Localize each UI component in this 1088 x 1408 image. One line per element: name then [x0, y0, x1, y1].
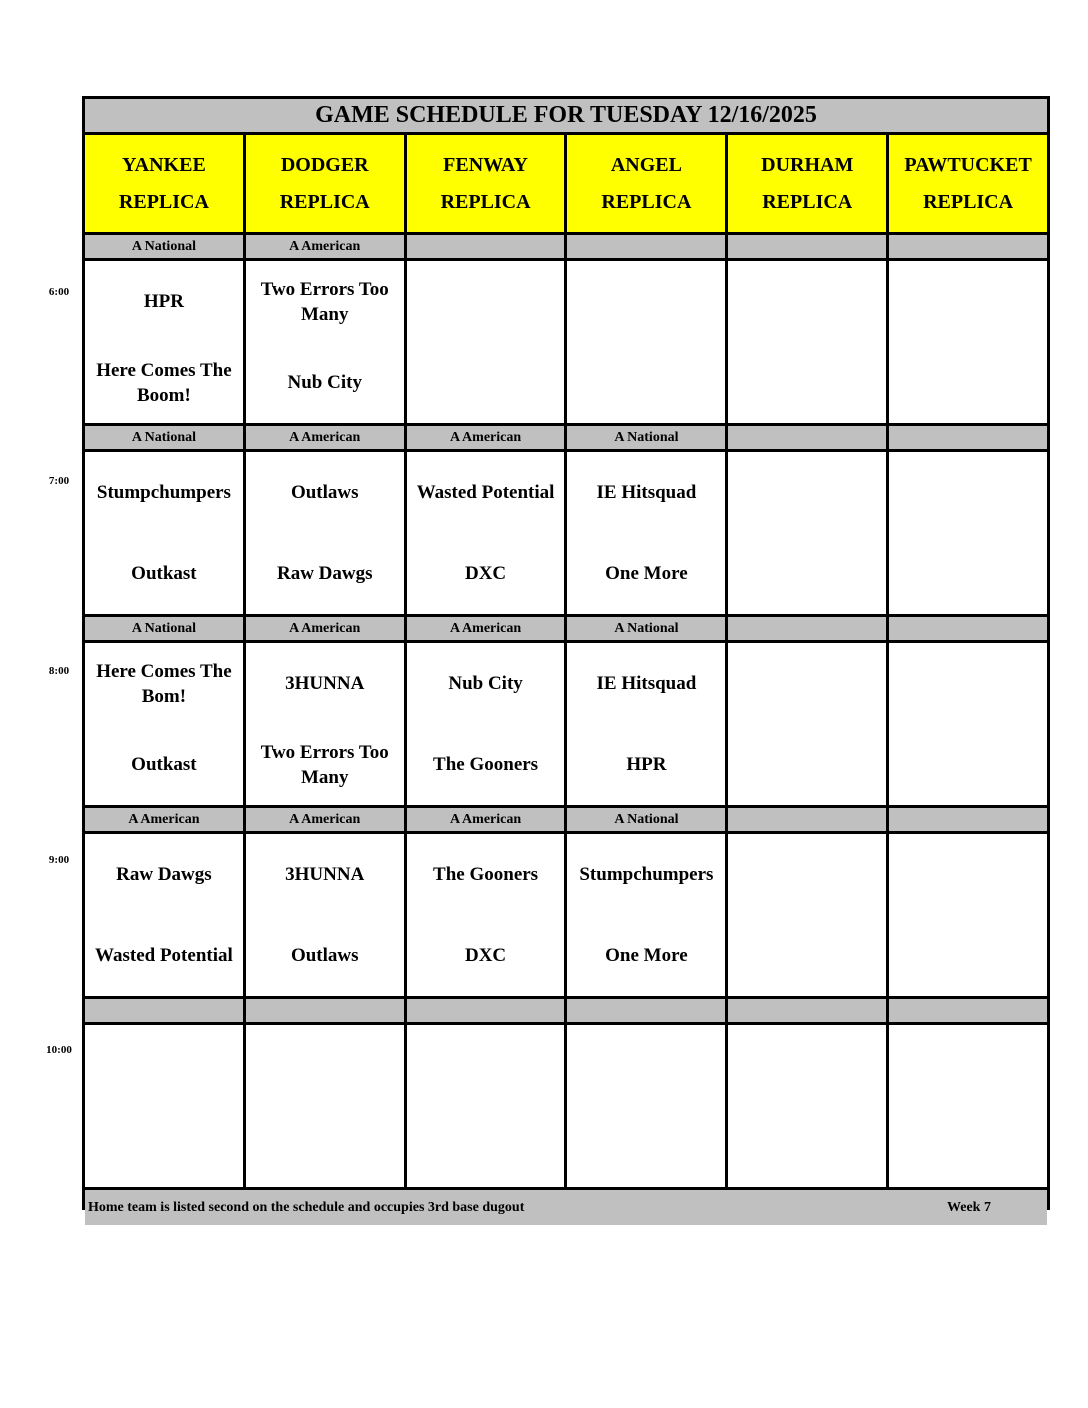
- away-team: IE Hitsquad: [596, 673, 697, 694]
- division-label: A National: [567, 808, 725, 831]
- home-team: Raw Dawgs: [276, 563, 373, 584]
- division-label: [728, 617, 886, 640]
- game-cell: [889, 643, 1047, 805]
- field-type: REPLICA: [118, 190, 209, 213]
- game-cell: [85, 261, 243, 423]
- field-header-durham: [728, 135, 886, 232]
- division-label: [889, 808, 1047, 831]
- field-header-dodger: [246, 135, 404, 232]
- division-label: A American: [407, 808, 565, 831]
- game-cell: [567, 643, 725, 805]
- game-cell: [85, 834, 243, 996]
- home-team: Outlaws: [290, 945, 359, 966]
- game-cell: [407, 452, 565, 614]
- division-label: A National: [85, 426, 243, 449]
- game-cell: [85, 1025, 243, 1187]
- division-label: [567, 235, 725, 258]
- time-label: 6:00: [48, 286, 70, 298]
- game-cell: [246, 452, 404, 614]
- game-cell: [889, 261, 1047, 423]
- home-team: HPR: [626, 754, 667, 775]
- field-name: ANGEL: [610, 153, 682, 176]
- game-cell: [567, 834, 725, 996]
- division-label: A American: [246, 235, 404, 258]
- game-cell: [246, 834, 404, 996]
- division-label: [407, 235, 565, 258]
- division-label: [889, 617, 1047, 640]
- division-label: [728, 426, 886, 449]
- away-team: Stumpchumpers: [579, 864, 714, 885]
- game-cell: [889, 1025, 1047, 1187]
- game-cell: [728, 834, 886, 996]
- field-name: YANKEE: [122, 153, 206, 176]
- schedule-table: [82, 96, 1050, 1215]
- field-type: REPLICA: [279, 190, 370, 213]
- away-team: Outlaws: [290, 482, 359, 503]
- away-team: The Gooners: [433, 864, 539, 885]
- game-cell: [728, 261, 886, 423]
- away-team: Raw Dawgs: [116, 864, 212, 885]
- game-cell: [407, 1025, 565, 1187]
- home-team: One More: [605, 945, 688, 966]
- division-label: A American: [407, 426, 565, 449]
- game-cell: [246, 1025, 404, 1187]
- field-name: DODGER: [280, 153, 369, 176]
- game-cell: [407, 643, 565, 805]
- division-label: A American: [85, 808, 243, 831]
- field-header-pawtucket: [889, 135, 1047, 232]
- game-cell: [246, 643, 404, 805]
- home-team: DXC: [464, 945, 507, 966]
- game-cell: [889, 834, 1047, 996]
- field-header-fenway: [407, 135, 565, 232]
- home-team: Nub City: [287, 372, 362, 393]
- time-label: 9:00: [48, 854, 70, 866]
- time-label: 7:00: [48, 475, 70, 487]
- field-name: FENWAY: [443, 153, 528, 176]
- game-cell: [728, 1025, 886, 1187]
- game-cell: [85, 452, 243, 614]
- division-label: [889, 235, 1047, 258]
- home-team: DXC: [464, 563, 507, 584]
- away-team: IE Hitsquad: [596, 482, 697, 503]
- schedule-footer: [85, 1190, 1047, 1225]
- away-team: Wasted Potential: [416, 482, 555, 503]
- field-name: PAWTUCKET: [904, 153, 1032, 176]
- home-team: The Gooners: [433, 754, 539, 775]
- division-label: A National: [567, 617, 725, 640]
- game-cell: [728, 643, 886, 805]
- field-header-yankee: [85, 135, 243, 232]
- game-cell: [728, 452, 886, 614]
- time-label: 8:00: [48, 665, 70, 677]
- week-label: Week 7: [947, 1199, 991, 1215]
- footer-note: Home team is listed second on the schedule and occupies 3rd base dugout: [88, 1199, 525, 1215]
- away-team: Stumpchumpers: [96, 482, 231, 503]
- division-label: [85, 999, 243, 1022]
- home-team: Outkast: [131, 563, 197, 584]
- division-label: A American: [246, 808, 404, 831]
- away-team: 3HUNNA: [285, 673, 365, 694]
- schedule-title: GAME SCHEDULE FOR TUESDAY 12/16/2025: [85, 99, 1047, 132]
- field-type: REPLICA: [762, 190, 853, 213]
- home-team: Outkast: [131, 754, 197, 775]
- game-cell: [567, 261, 725, 423]
- division-label: [567, 999, 725, 1022]
- away-team: Nub City: [448, 673, 523, 694]
- division-label: A National: [567, 426, 725, 449]
- division-label: [407, 999, 565, 1022]
- away-team: Two Errors Too Many: [260, 278, 389, 325]
- game-cell: [889, 452, 1047, 614]
- home-team: Here Comes The Boom!: [96, 359, 232, 406]
- division-label: [728, 808, 886, 831]
- field-type: REPLICA: [923, 190, 1014, 213]
- field-name: DURHAM: [761, 153, 854, 176]
- game-cell: [567, 452, 725, 614]
- division-label: [728, 235, 886, 258]
- division-label: [889, 999, 1047, 1022]
- division-label: [246, 999, 404, 1022]
- game-cell: [407, 261, 565, 423]
- game-cell: [407, 834, 565, 996]
- away-team: HPR: [143, 291, 184, 312]
- division-label: [889, 426, 1047, 449]
- away-team: Here Comes The Bom!: [96, 660, 232, 707]
- game-cell: [567, 1025, 725, 1187]
- away-team: 3HUNNA: [285, 864, 365, 885]
- field-header-angel: [567, 135, 725, 232]
- division-label: A American: [246, 426, 404, 449]
- home-team: Two Errors Too Many: [260, 741, 389, 788]
- field-type: REPLICA: [440, 190, 531, 213]
- division-label: A American: [407, 617, 565, 640]
- field-type: REPLICA: [601, 190, 692, 213]
- home-team: Wasted Potential: [95, 945, 233, 966]
- home-team: One More: [605, 563, 688, 584]
- division-label: A National: [85, 617, 243, 640]
- game-cell: [246, 261, 404, 423]
- division-label: A American: [246, 617, 404, 640]
- division-label: [728, 999, 886, 1022]
- game-cell: [85, 643, 243, 805]
- time-label: 10:00: [46, 1044, 72, 1056]
- division-label: A National: [85, 235, 243, 258]
